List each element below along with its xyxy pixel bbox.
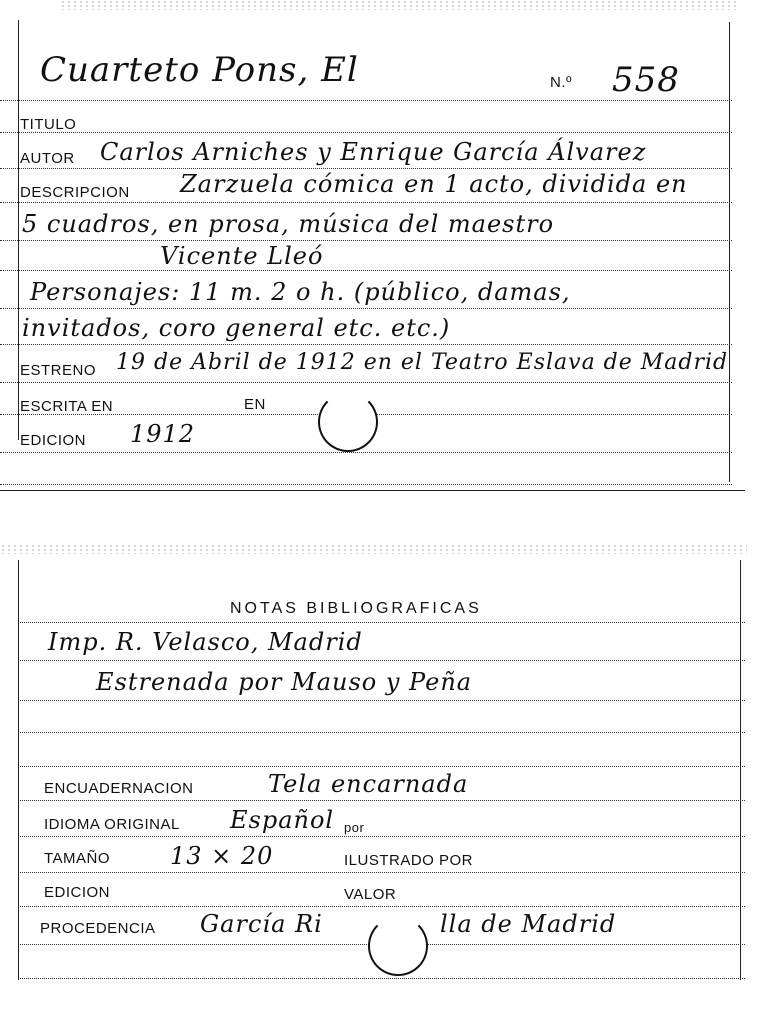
rule xyxy=(0,452,732,453)
rule xyxy=(20,872,745,873)
notes-line1: Imp. R. Velasco, Madrid xyxy=(48,628,363,656)
rule xyxy=(0,382,732,383)
rule xyxy=(0,240,732,241)
estreno-value: 19 de Abril de 1912 en el Teatro Eslava de Madrid xyxy=(116,350,729,375)
card-border-right xyxy=(729,22,730,482)
number-label: N.º xyxy=(550,74,572,91)
rule xyxy=(0,270,732,271)
ilustrado-label: ILUSTRADO POR xyxy=(344,852,474,869)
rule xyxy=(20,660,745,661)
rule xyxy=(20,766,745,767)
procedencia-label: PROCEDENCIA xyxy=(40,920,156,937)
title-handwritten: Cuarteto Pons, El xyxy=(40,50,359,90)
tamano-value: 13 × 20 xyxy=(170,842,274,870)
rule xyxy=(0,168,732,169)
rule xyxy=(0,484,732,485)
catalog-card-top xyxy=(0,0,740,492)
punch-hole xyxy=(368,916,428,976)
por-label: por xyxy=(344,820,365,835)
rule xyxy=(20,800,745,801)
escrita-en-label: ESCRITA EN xyxy=(20,398,114,415)
autor-label: AUTOR xyxy=(20,150,75,167)
number-handwritten: 558 xyxy=(612,60,680,100)
edicion-label: EDICION xyxy=(20,432,87,449)
notas-heading: NOTAS BIBLIOGRAFICAS xyxy=(230,600,482,617)
procedencia-value-part2: lla de Madrid xyxy=(440,910,617,938)
encuadernacion-label: ENCUADERNACION xyxy=(44,780,194,797)
en-label: EN xyxy=(244,396,266,413)
separator-line xyxy=(0,490,745,491)
card-border-left xyxy=(18,20,19,440)
paper-speckle xyxy=(60,0,740,10)
personajes-line1: Personajes: 11 m. 2 o h. (público, damas, xyxy=(30,278,571,306)
autor-value: Carlos Arniches y Enrique García Álvarez xyxy=(100,138,647,166)
card-border-left xyxy=(18,560,19,980)
valor-label: VALOR xyxy=(344,886,397,903)
estreno-label: ESTRENO xyxy=(20,362,97,379)
paper-speckle xyxy=(0,544,747,554)
rule xyxy=(20,732,745,733)
personajes-line2: invitados, coro general etc. etc.) xyxy=(22,314,451,342)
descripcion-line3: Vicente Lleó xyxy=(160,242,324,270)
titulo-label: TITULO xyxy=(20,116,77,133)
rule xyxy=(20,978,745,979)
rule xyxy=(20,700,745,701)
descripcion-label: DESCRIPCION xyxy=(20,184,130,201)
rule xyxy=(20,906,745,907)
descripcion-line2: 5 cuadros, en prosa, música del maestro xyxy=(22,210,555,238)
card-border-right xyxy=(740,560,741,980)
edicion-label-bottom: EDICION xyxy=(44,884,111,901)
idioma-label: IDIOMA ORIGINAL xyxy=(44,816,180,833)
tamano-label: TAMAÑO xyxy=(44,850,111,867)
edicion-value: 1912 xyxy=(130,420,196,448)
rule xyxy=(0,100,732,101)
rule xyxy=(20,836,745,837)
idioma-value: Español xyxy=(230,806,335,834)
rule xyxy=(20,622,745,623)
rule xyxy=(0,202,732,203)
rule xyxy=(0,308,732,309)
punch-hole xyxy=(318,392,378,452)
procedencia-value-part1: García Ri xyxy=(200,910,323,938)
encuadernacion-value: Tela encarnada xyxy=(268,770,469,798)
rule xyxy=(0,344,732,345)
descripcion-line1: Zarzuela cómica en 1 acto, dividida en xyxy=(180,170,688,198)
rule xyxy=(0,132,732,133)
notes-line2: Estrenada por Mauso y Peña xyxy=(96,668,473,696)
